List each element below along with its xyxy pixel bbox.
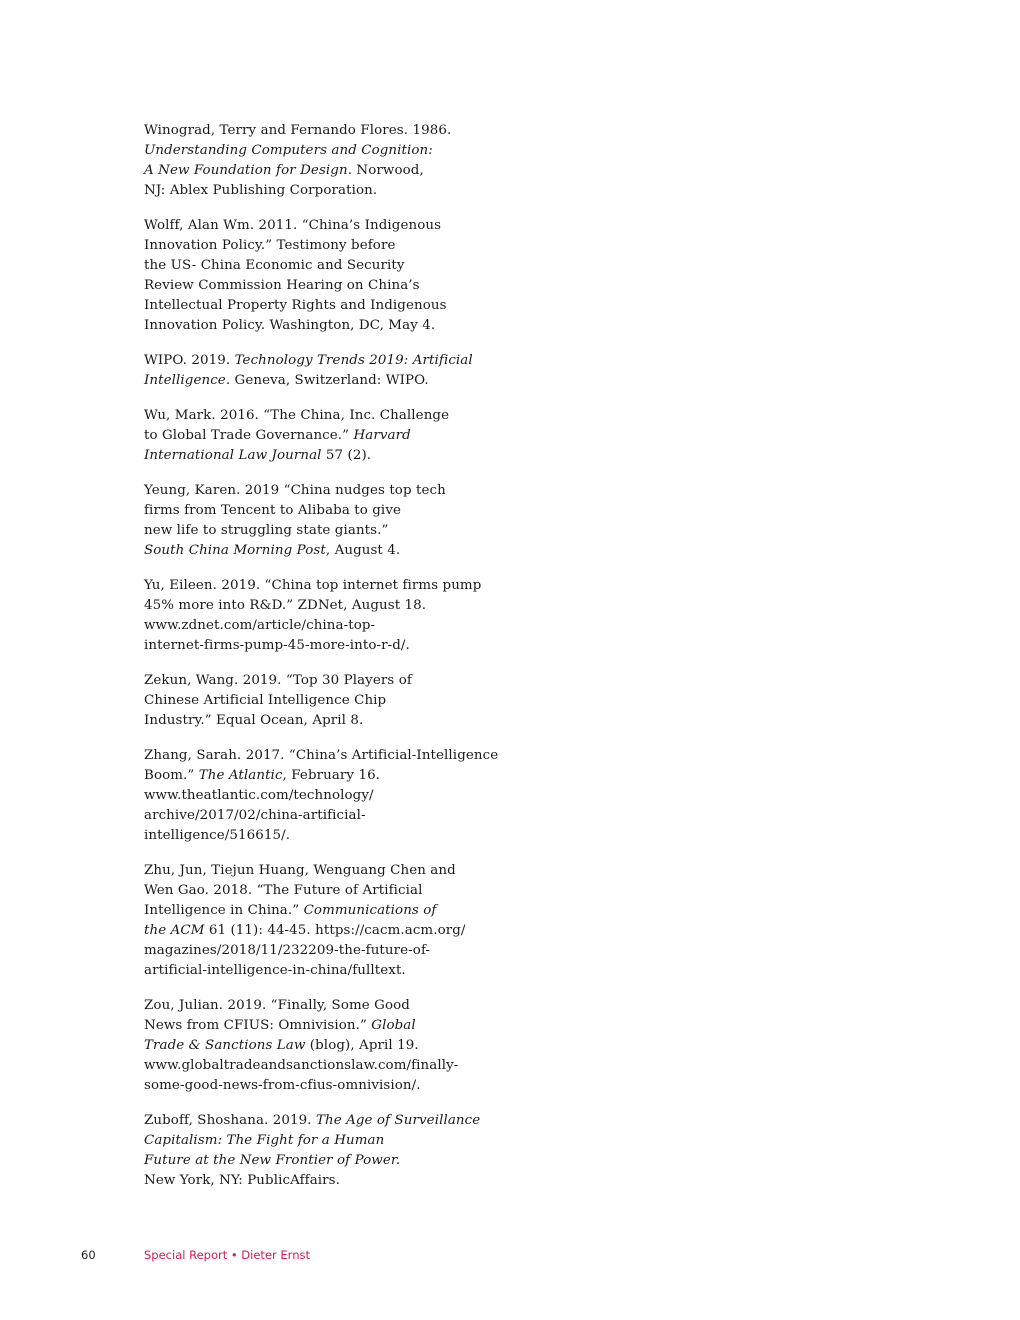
reference-entry: [144, 121, 524, 201]
reference-line: [144, 161, 524, 181]
reference-text: 57 (2).: [321, 448, 372, 463]
reference-list: [144, 121, 524, 1206]
reference-italic-text: Capitalism: The Fight for a Human: [144, 1133, 385, 1148]
reference-line: [144, 636, 524, 656]
reference-line: [144, 371, 524, 391]
reference-line: [144, 826, 524, 846]
reference-entry: [144, 576, 524, 656]
reference-line: [144, 861, 524, 881]
reference-line: [144, 481, 524, 501]
reference-text: Wu, Mark. 2016. “The China, Inc. Challenge: [144, 408, 450, 423]
reference-line: [144, 901, 524, 921]
reference-line: [144, 671, 524, 691]
reference-line: [144, 141, 524, 161]
reference-text: News from CFIUS: Omnivision.”: [144, 1018, 372, 1033]
reference-entry: [144, 216, 524, 336]
reference-line: [144, 941, 524, 961]
reference-text: magazines/2018/11/232209-the-future-of-: [144, 943, 431, 958]
running-footer-title: Special Report • Dieter Ernst: [144, 1248, 310, 1262]
reference-text: , February 16.: [282, 768, 381, 783]
reference-text: Review Commission Hearing on China’s: [144, 278, 420, 293]
reference-line: [144, 1111, 524, 1131]
reference-entry: [144, 406, 524, 466]
reference-italic-text: Technology Trends 2019: Artificial: [234, 353, 473, 368]
reference-text: Innovation Policy. Washington, DC, May 4.: [144, 318, 436, 333]
reference-italic-text: International Law Journal: [144, 448, 322, 463]
reference-line: [144, 596, 524, 616]
reference-line: [144, 181, 524, 201]
reference-italic-text: Future at the New Frontier of Power.: [144, 1153, 401, 1168]
reference-text: the US- China Economic and Security: [144, 258, 405, 273]
reference-italic-text: Intelligence: [144, 373, 226, 388]
reference-line: [144, 351, 524, 371]
reference-text: . Geneva, Switzerland: WIPO.: [225, 373, 429, 388]
reference-italic-text: South China Morning Post: [144, 543, 326, 558]
reference-line: [144, 691, 524, 711]
reference-entry: [144, 351, 524, 391]
reference-italic-text: Harvard: [353, 428, 411, 443]
reference-text: . Norwood,: [347, 163, 424, 178]
reference-text: intelligence/516615/.: [144, 828, 291, 843]
reference-line: [144, 426, 524, 446]
reference-italic-text: Trade & Sanctions Law: [144, 1038, 306, 1053]
reference-text: Innovation Policy.” Testimony before: [144, 238, 396, 253]
reference-text: , August 4.: [325, 543, 401, 558]
reference-line: [144, 256, 524, 276]
reference-text: Intelligence in China.”: [144, 903, 304, 918]
reference-line: [144, 881, 524, 901]
reference-line: [144, 276, 524, 296]
reference-italic-text: A New Foundation for Design: [144, 163, 348, 178]
reference-line: [144, 446, 524, 466]
reference-text: Yeung, Karen. 2019 “China nudges top tech: [144, 483, 446, 498]
reference-text: 61 (11): 44-45. https://cacm.acm.org/: [204, 923, 466, 938]
reference-line: [144, 541, 524, 561]
reference-line: [144, 1171, 524, 1191]
reference-text: artificial-intelligence-in-china/fulltext.: [144, 963, 406, 978]
reference-line: [144, 996, 524, 1016]
reference-text: internet-firms-pump-45-more-into-r-d/.: [144, 638, 410, 653]
reference-text: (blog), April 19.: [305, 1038, 419, 1053]
reference-text: Boom.”: [144, 768, 199, 783]
reference-line: [144, 406, 524, 426]
reference-line: [144, 711, 524, 731]
reference-text: some-good-news-from-cfius-omnivision/.: [144, 1078, 421, 1093]
reference-italic-text: The Atlantic: [198, 768, 283, 783]
reference-italic-text: Understanding Computers and Cognition:: [144, 143, 433, 158]
reference-text: Yu, Eileen. 2019. “China top internet firms pump: [144, 578, 482, 593]
reference-line: [144, 576, 524, 596]
reference-entry: [144, 1111, 524, 1191]
reference-italic-text: Communications of: [303, 903, 437, 918]
reference-text: firms from Tencent to Alibaba to give: [144, 503, 402, 518]
reference-line: [144, 296, 524, 316]
reference-text: Intellectual Property Rights and Indigenous: [144, 298, 447, 313]
reference-line: [144, 1016, 524, 1036]
reference-line: [144, 236, 524, 256]
reference-text: 45% more into R&D.” ZDNet, August 18.: [144, 598, 427, 613]
reference-text: Industry.” Equal Ocean, April 8.: [144, 713, 364, 728]
reference-entry: [144, 481, 524, 561]
reference-italic-text: the ACM: [144, 923, 205, 938]
reference-text: New York, NY: PublicAffairs.: [144, 1173, 341, 1188]
reference-line: [144, 1151, 524, 1171]
reference-line: [144, 921, 524, 941]
reference-text: new life to struggling state giants.”: [144, 523, 389, 538]
reference-text: Zekun, Wang. 2019. “Top 30 Players of: [144, 673, 412, 688]
reference-line: [144, 1056, 524, 1076]
reference-line: [144, 501, 524, 521]
reference-text: Winograd, Terry and Fernando Flores. 1986.: [144, 123, 452, 138]
reference-italic-text: Global: [371, 1018, 416, 1033]
reference-text: Zuboff, Shoshana. 2019.: [144, 1113, 316, 1128]
reference-entry: [144, 746, 524, 846]
reference-line: [144, 316, 524, 336]
reference-text: Chinese Artificial Intelligence Chip: [144, 693, 387, 708]
reference-line: [144, 616, 524, 636]
reference-line: [144, 121, 524, 141]
reference-text: to Global Trade Governance.”: [144, 428, 354, 443]
reference-line: [144, 766, 524, 786]
reference-entry: [144, 996, 524, 1096]
reference-italic-text: The Age of Surveillance: [315, 1113, 481, 1128]
reference-line: [144, 786, 524, 806]
reference-text: Zhu, Jun, Tiejun Huang, Wenguang Chen and: [144, 863, 456, 878]
reference-text: archive/2017/02/china-artificial-: [144, 808, 366, 823]
reference-text: WIPO. 2019.: [144, 353, 235, 368]
reference-entry: [144, 861, 524, 981]
reference-line: [144, 746, 524, 766]
reference-line: [144, 1036, 524, 1056]
reference-line: [144, 806, 524, 826]
reference-text: Wolff, Alan Wm. 2011. “China’s Indigenous: [144, 218, 442, 233]
reference-text: www.zdnet.com/article/china-top-: [144, 618, 376, 633]
reference-text: Zou, Julian. 2019. “Finally, Some Good: [144, 998, 410, 1013]
reference-text: NJ: Ablex Publishing Corporation.: [144, 183, 378, 198]
reference-text: Wen Gao. 2018. “The Future of Artificial: [144, 883, 423, 898]
reference-line: [144, 216, 524, 236]
reference-text: www.globaltradeandsanctionslaw.com/finally-: [144, 1058, 459, 1073]
reference-entry: [144, 671, 524, 731]
reference-line: [144, 961, 524, 981]
reference-text: Zhang, Sarah. 2017. “China’s Artificial-Intelligence: [144, 748, 499, 763]
reference-line: [144, 521, 524, 541]
reference-line: [144, 1131, 524, 1151]
reference-text: www.theatlantic.com/technology/: [144, 788, 374, 803]
page-number: 60: [81, 1248, 96, 1262]
reference-line: [144, 1076, 524, 1096]
